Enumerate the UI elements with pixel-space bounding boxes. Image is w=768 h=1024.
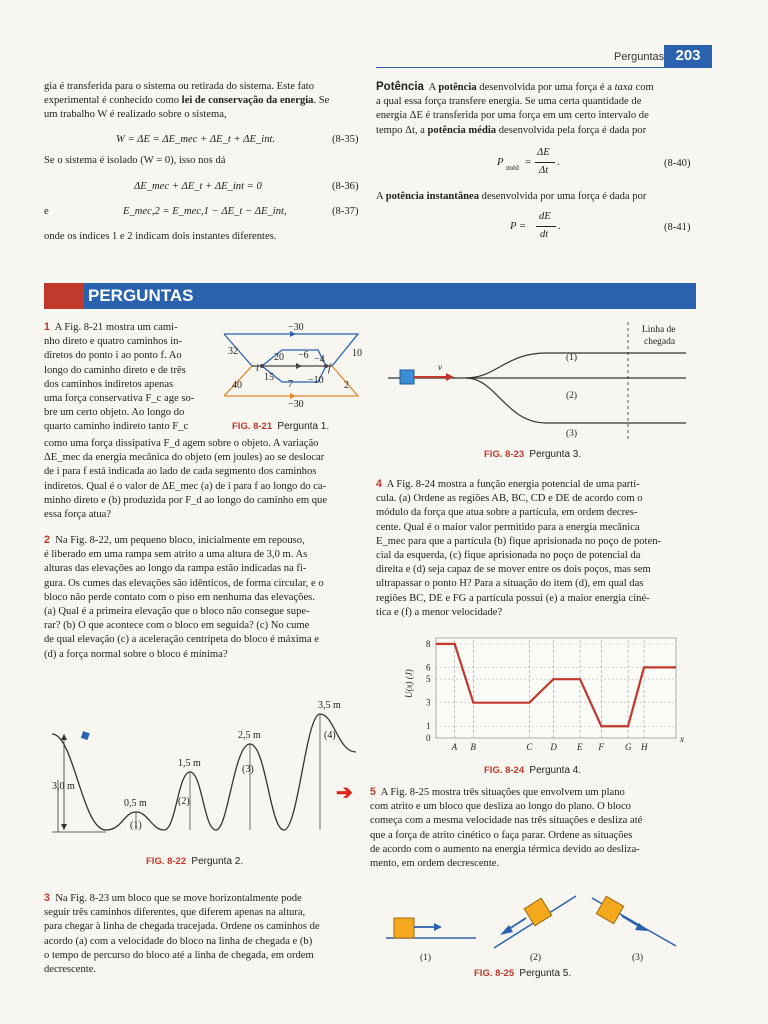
- height-label: 3,5 m: [318, 700, 341, 711]
- eq-symbol: P: [497, 157, 504, 168]
- text: direita e (d) seja capaz de se mover entre os dois poços, mas sem: [376, 564, 651, 576]
- question-number: 4: [376, 478, 382, 490]
- text: módulo da força que atua sobre a partícula, em ordem decres-: [376, 507, 638, 519]
- height-label: 0,5 m: [124, 798, 147, 809]
- text-bold: potência média: [427, 124, 497, 136]
- figure-8-21-caption: [232, 420, 329, 434]
- text: desenvolvida pela força é dada por: [496, 124, 647, 136]
- text: A Fig. 8-21 mostra um cami-: [54, 322, 178, 333]
- figure-8-23-caption: [484, 448, 581, 462]
- eq-denominator: dt: [540, 229, 549, 240]
- x-tick-label: A: [451, 742, 458, 752]
- figure-caption: Pergunta 5.: [519, 968, 572, 979]
- question-2: [44, 533, 366, 662]
- text-bold: potência instantânea: [385, 191, 480, 202]
- fig21-point-i: i: [256, 363, 259, 374]
- text: gura. Os cumes das elevações são idênticos, de forma circular, e o: [44, 577, 324, 589]
- fig21-label: 7: [288, 379, 293, 390]
- intro-line: um trabalho W é realizado sobre o sistema,: [44, 109, 227, 121]
- text: começa com a mesma velocidade nas três situações e desliza até: [370, 815, 643, 827]
- equation-8-36: ΔE_mec + ΔE_t + ΔE_int = 0: [134, 181, 262, 192]
- text: de qual elevação (c) a aceleração centrípeta do bloco é máxima e: [44, 634, 319, 646]
- text: ultrapassar o ponto H? Para a situação do item (d), em qual das: [376, 578, 644, 590]
- figure-8-24-chart: [392, 634, 688, 758]
- figure-8-25-caption: [474, 967, 571, 981]
- y-axis-label: U(x) (J): [404, 669, 414, 698]
- height-label: 2,5 m: [238, 730, 261, 741]
- text: Na Fig. 8-23 um bloco que se move horizontalmente pode: [55, 893, 302, 904]
- text: tempo Δt, a: [376, 124, 428, 136]
- figure-caption: Pergunta 1.: [277, 421, 330, 432]
- figure-8-21: [222, 318, 370, 414]
- text: rar? (b) O que acontece com o bloco em seguida? (c) No cume: [44, 620, 310, 632]
- question-number: 5: [370, 786, 376, 798]
- text: A Fig. 8-24 mostra a função energia potencial de uma partí-: [386, 479, 640, 490]
- text: de acordo com o aumento na energia térmica devido ao desliza-: [370, 843, 640, 855]
- equation-number: (8-36): [332, 181, 359, 192]
- pointer-arrow-icon: ➔: [336, 782, 353, 804]
- text: dos caminhos indiretos apenas: [44, 378, 174, 390]
- page-number: 203: [664, 45, 712, 67]
- running-header: Perguntas: [614, 51, 665, 63]
- text: regiões BC, DE e FG a partícula possui (e) a maior energia ciné-: [376, 592, 650, 604]
- finish-label: chegada: [644, 337, 676, 347]
- x-tick-label: C: [526, 742, 533, 752]
- intro-bold: lei de conservação da energia: [181, 95, 314, 107]
- text: é liberado em uma rampa sem atrito a uma altura de 3,0 m. As: [44, 549, 308, 561]
- figure-caption: Pergunta 3.: [529, 449, 582, 460]
- fig21-label: −30: [288, 399, 304, 410]
- equation-8-41: P = dE dt .: [510, 210, 590, 244]
- eq-subscript: méd: [506, 163, 519, 172]
- fig21-label: 20: [274, 352, 284, 363]
- text: bre um certo objeto. Ao longo do: [44, 407, 185, 419]
- text: longo do caminho direto e de três: [44, 364, 186, 376]
- hump-label: (3): [242, 764, 254, 775]
- equation-number: (8-35): [332, 134, 359, 145]
- text-bold: potência: [438, 82, 477, 93]
- block: [524, 898, 552, 926]
- text: de i para f está indicada ao lado de cada segmento dos caminhos: [44, 466, 317, 478]
- figure-8-25: [380, 880, 700, 964]
- block: [81, 731, 90, 740]
- y-tick-label: 1: [426, 721, 431, 732]
- question-5: [370, 785, 696, 871]
- fig21-label: 40: [232, 380, 242, 391]
- text: acordo (a) com a velocidade do bloco na linha de chegada e (b): [44, 935, 313, 947]
- y-tick-label: 8: [426, 638, 431, 649]
- question-number: 2: [44, 534, 50, 546]
- y-tick-label: 3: [426, 697, 431, 708]
- section-band: [44, 283, 696, 309]
- finish-label: Linha de: [642, 325, 676, 335]
- text: alturas das elevações ao longo da rampa estão indicadas na fi-: [44, 563, 307, 575]
- text: Na Fig. 8-22, um pequeno bloco, inicialmente em repouso,: [55, 535, 305, 546]
- text: bloco não perde contato com o piso em nenhuma das elevações.: [44, 591, 315, 603]
- situation-label: (3): [632, 953, 644, 963]
- question-1-continued: [44, 437, 366, 522]
- text: A: [428, 82, 439, 93]
- text: ΔE_mec da energia mecânica do objeto (em joules) ao se deslocar: [44, 452, 325, 464]
- text: com: [632, 82, 654, 93]
- section-title: Potência: [376, 81, 424, 93]
- hump-label: (4): [324, 730, 336, 741]
- question-3: [44, 891, 366, 977]
- equation-8-35: W = ΔE = ΔE_mec + ΔE_t + ΔE_int.: [116, 134, 276, 145]
- height-label: 3,0 m: [52, 781, 75, 792]
- figure-label: FIG. 8-21: [232, 421, 273, 432]
- x-tick-label: G: [625, 742, 632, 752]
- text: a qual essa força transfere energia. Se uma certa quantidade de: [376, 96, 642, 108]
- intro-line: . Se: [313, 95, 330, 107]
- text: decrescente.: [44, 964, 97, 976]
- fig21-label: 2: [344, 380, 349, 391]
- fig21-label: −4: [314, 354, 325, 365]
- path-label: (3): [566, 429, 578, 439]
- text: o tempo de percurso do bloco até a linha de chegada, em ordem: [44, 949, 314, 961]
- figure-label: FIG. 8-24: [484, 765, 525, 776]
- text-italic: taxa: [614, 82, 633, 93]
- path-label: (1): [566, 353, 578, 363]
- fig21-label: 32: [228, 346, 238, 357]
- question-4: [376, 477, 696, 620]
- block: [394, 918, 414, 938]
- figure-label: FIG. 8-23: [484, 449, 525, 460]
- equation-number: (8-41): [664, 222, 691, 233]
- text: quarto caminho indireto tanto F_c: [44, 421, 189, 433]
- figure-8-22-caption: [146, 855, 243, 869]
- question-number: 1: [44, 321, 50, 333]
- text: desenvolvida por uma força é dada por: [479, 191, 647, 202]
- paragraph: [376, 190, 646, 204]
- text: tica e (f) a menor velocidade?: [376, 606, 503, 618]
- plot-area: [436, 638, 676, 738]
- conjunction: e: [44, 206, 49, 217]
- text: energia ΔE é transferida por uma força em um certo intervalo de: [376, 110, 649, 122]
- x-tick-label: B: [470, 742, 476, 752]
- y-tick-label: 6: [426, 662, 431, 673]
- figure-label: FIG. 8-25: [474, 968, 515, 979]
- paragraph: onde os índices 1 e 2 indicam dois instantes diferentes.: [44, 231, 277, 242]
- section-heading: PERGUNTAS: [88, 286, 194, 305]
- eq-denominator: Δt: [539, 165, 549, 176]
- text: A: [376, 191, 386, 202]
- x-axis-label: x: [680, 734, 684, 744]
- equation-8-37: E_mec,2 = E_mec,1 − ΔE_t − ΔE_int,: [123, 206, 287, 217]
- block: [400, 370, 414, 384]
- fig21-point-f: f: [328, 363, 331, 374]
- figure-label: FIG. 8-22: [146, 856, 187, 867]
- text: A Fig. 8-25 mostra três situações que envolvem um plano: [380, 787, 625, 798]
- text: que a força de atrito cinético o faça parar. Ordene as situações: [370, 829, 633, 841]
- fig21-label: 15: [264, 372, 274, 383]
- figure-8-22: [44, 692, 364, 844]
- question-1: [44, 320, 214, 435]
- x-tick-label: F: [598, 742, 604, 752]
- figure-caption: Pergunta 2.: [191, 856, 244, 867]
- question-number: 3: [44, 892, 50, 904]
- eq-symbol: P =: [510, 221, 527, 232]
- paragraph: Se o sistema é isolado (W = 0), isso nos dá: [44, 155, 226, 166]
- path-label: (2): [566, 391, 578, 401]
- header-rule: [376, 67, 712, 68]
- figure-8-24-caption: [484, 764, 581, 778]
- y-tick-label: 5: [426, 674, 431, 685]
- equation-8-40: P méd = ΔE Δt .: [497, 146, 587, 180]
- situation-label: (2): [530, 953, 542, 963]
- text: seguir três caminhos diferentes, que diferem apenas na altura,: [44, 907, 306, 919]
- hump-label: (1): [130, 820, 142, 831]
- text: cial da esquerda, (c) fique aprisionada no poço de potencial da: [376, 550, 641, 562]
- fig21-label: −30: [288, 322, 304, 333]
- eq-numerator: dE: [539, 211, 551, 222]
- text: minho direto e (b) produzida por F_d ao longo do caminho em que: [44, 494, 328, 506]
- text: nho direto e quatro caminhos in-: [44, 336, 182, 348]
- text: essa força atua?: [44, 509, 112, 521]
- fig21-label: −10: [308, 375, 324, 386]
- eq-numerator: ΔE: [537, 147, 550, 158]
- text: diretos do ponto i ao ponto f. Ao: [44, 350, 182, 362]
- equation-number: (8-37): [332, 206, 359, 217]
- velocity-label: v: [438, 362, 442, 372]
- intro-line: gia é transferida para o sistema ou retirada do sistema. Este fato: [44, 81, 315, 92]
- text: para chegar à linha de chegada tracejada. Ordene os caminhos de: [44, 921, 320, 933]
- equation-number: (8-40): [664, 158, 691, 169]
- figure-8-23: [386, 318, 702, 444]
- text: com atrito e um bloco que desliza ao longo do plano. O bloco: [370, 801, 631, 813]
- text: E_mec para que a partícula (b) fique aprisionada no poço de poten-: [376, 535, 662, 547]
- x-tick-label: E: [577, 742, 583, 752]
- x-tick-label: H: [641, 742, 648, 752]
- text: (a) Qual é a primeira elevação que o bloco não consegue supe-: [44, 606, 310, 618]
- text: indiretos. Qual é o valor de ΔE_mec (a) de i para f ao longo do ca-: [44, 480, 327, 492]
- hump-label: (2): [178, 796, 190, 807]
- intro-paragraph: [44, 80, 366, 123]
- text: uma força conservativa F_c age so-: [44, 393, 195, 405]
- text: desenvolvida por uma força é a: [476, 82, 615, 93]
- text: (d) a força normal sobre o bloco é mínima?: [44, 648, 228, 660]
- power-paragraph: [376, 80, 696, 138]
- y-tick-label: 0: [426, 733, 431, 743]
- text: como uma força dissipativa F_d agem sobre o objeto. A variação: [44, 438, 319, 449]
- situation-label: (1): [420, 953, 432, 963]
- text: mento, em ordem decrescente.: [370, 858, 500, 870]
- block: [596, 896, 623, 923]
- text: cula. (a) Ordene as regiões AB, BC, CD e DE de acordo com o: [376, 493, 643, 505]
- x-tick-label: D: [550, 742, 557, 752]
- fig21-label: 10: [352, 348, 362, 359]
- intro-line: experimental é conhecido como: [44, 95, 182, 107]
- fig21-label: −6: [298, 350, 309, 361]
- figure-caption: Pergunta 4.: [529, 765, 582, 776]
- height-label: 1,5 m: [178, 758, 201, 769]
- text: cente. Qual é o maior valor permitido para a energia mecânica: [376, 521, 640, 533]
